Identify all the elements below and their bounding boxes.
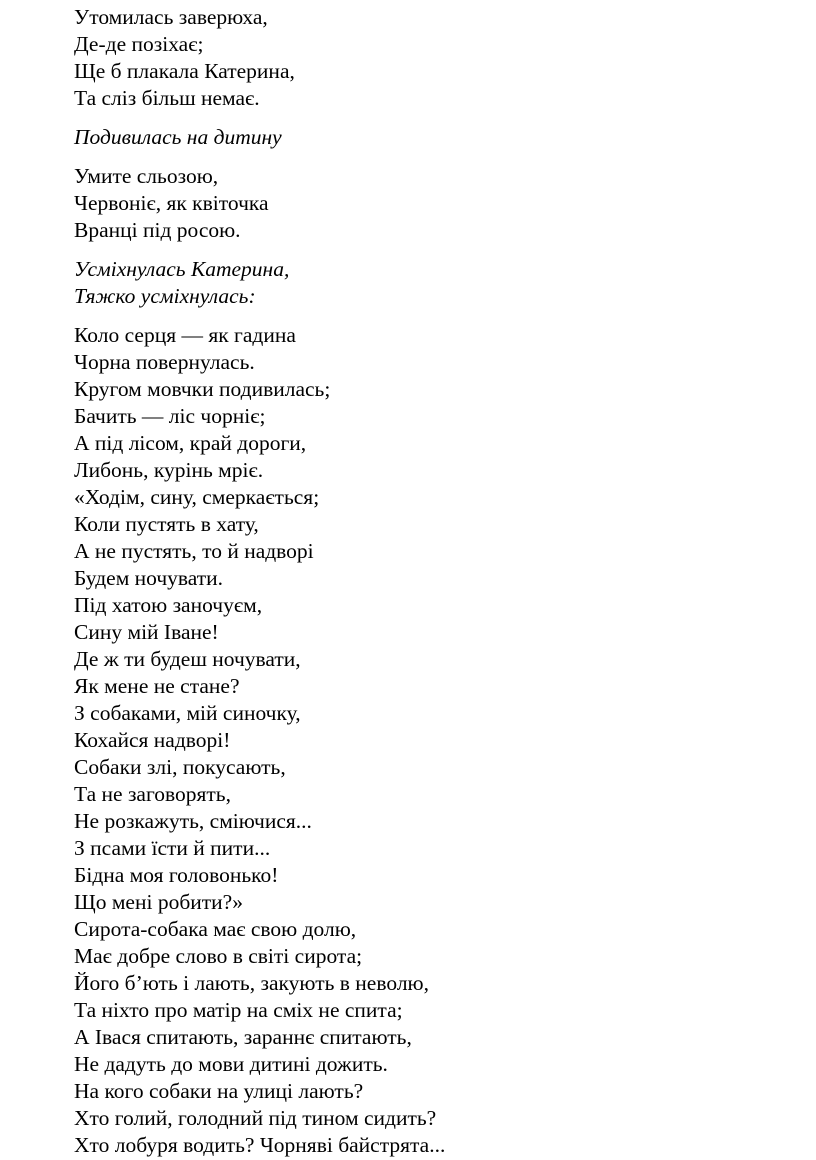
poem-line: Сину мій Іване! [74,620,219,644]
poem-line: З собаками, мій синочку, [74,701,301,725]
poem-line: З псами їсти й пити... [74,836,271,860]
stanza-gap [74,310,774,322]
poem-line: Має добре слово в світі сирота; [74,944,363,968]
poem-line: Під хатою заночуєм, [74,593,263,617]
poem-line-italic: Подивилась на дитину [74,125,282,149]
poem-line: Чорна повернулась. [74,350,255,374]
poem-line: Хто лобуря водить? Чорняві байстрята... [74,1133,446,1157]
poem-line: Кохайся надворі! [74,728,231,752]
poem-line-italic: Усміхнулась Катерина, [74,257,290,281]
poem-line: А не пустять, то й надворі [74,539,314,563]
poem-line: Коли пустять в хату, [74,512,259,536]
poem-line: Не дадуть до мови дитині дожить. [74,1052,388,1076]
poem-line: Та ніхто про матір на сміх не спита; [74,998,403,1022]
poem-line: Бідна моя головонько! [74,863,279,887]
poem-line: Ще б плакала Катерина, [74,59,295,83]
poem-line: Його б’ють і лають, закують в неволю, [74,971,429,995]
poem-line: Либонь, курінь мріє. [74,458,264,482]
poem-line: Кругом мовчки подивилась; [74,377,331,401]
poem-line: На кого собаки на улиці лають? [74,1079,364,1103]
poem-line: Як мене не стане? [74,674,240,698]
stanza-1 [74,4,774,112]
poem-line: Будем ночувати. [74,566,224,590]
poem-line: Бачить — ліс чорніє; [74,404,266,428]
poem-line: Червоніє, як квіточка [74,191,269,215]
poem-line: Де-де позіхає; [74,32,204,56]
stanza-gap [74,244,774,256]
poem-line: Собаки злі, покусають, [74,755,286,779]
stanza-4-italic [74,256,774,310]
poem-line: Де ж ти будеш ночувати, [74,647,301,671]
poem-line: А Івася спитають, зараннє спитають, [74,1025,412,1049]
poem-line: «Ходім, сину, смеркається; [74,485,320,509]
poem-line: Не розкажуть, сміючися... [74,809,312,833]
stanza-gap [74,112,774,124]
stanza-3 [74,163,774,244]
poem-line: Хто голий, голодний під тином сидить? [74,1106,437,1130]
poem-page [74,4,774,1159]
poem-line: Умите сльозою, [74,164,219,188]
poem-line: Що мені робити?» [74,890,243,914]
poem-line-italic: Тяжко усміхнулась: [74,284,256,308]
poem-line: А під лісом, край дороги, [74,431,307,455]
poem-line: Вранці під росою. [74,218,241,242]
stanza-2-italic [74,124,774,151]
poem-line: Та не заговорять, [74,782,231,806]
stanza-5 [74,322,774,1159]
poem-line: Сирота-собака має свою долю, [74,917,357,941]
poem-line: Коло серця — як гадина [74,323,296,347]
stanza-gap [74,151,774,163]
poem-line: Та сліз більш немає. [74,86,260,110]
poem-line: Утомилась заверюха, [74,5,268,29]
